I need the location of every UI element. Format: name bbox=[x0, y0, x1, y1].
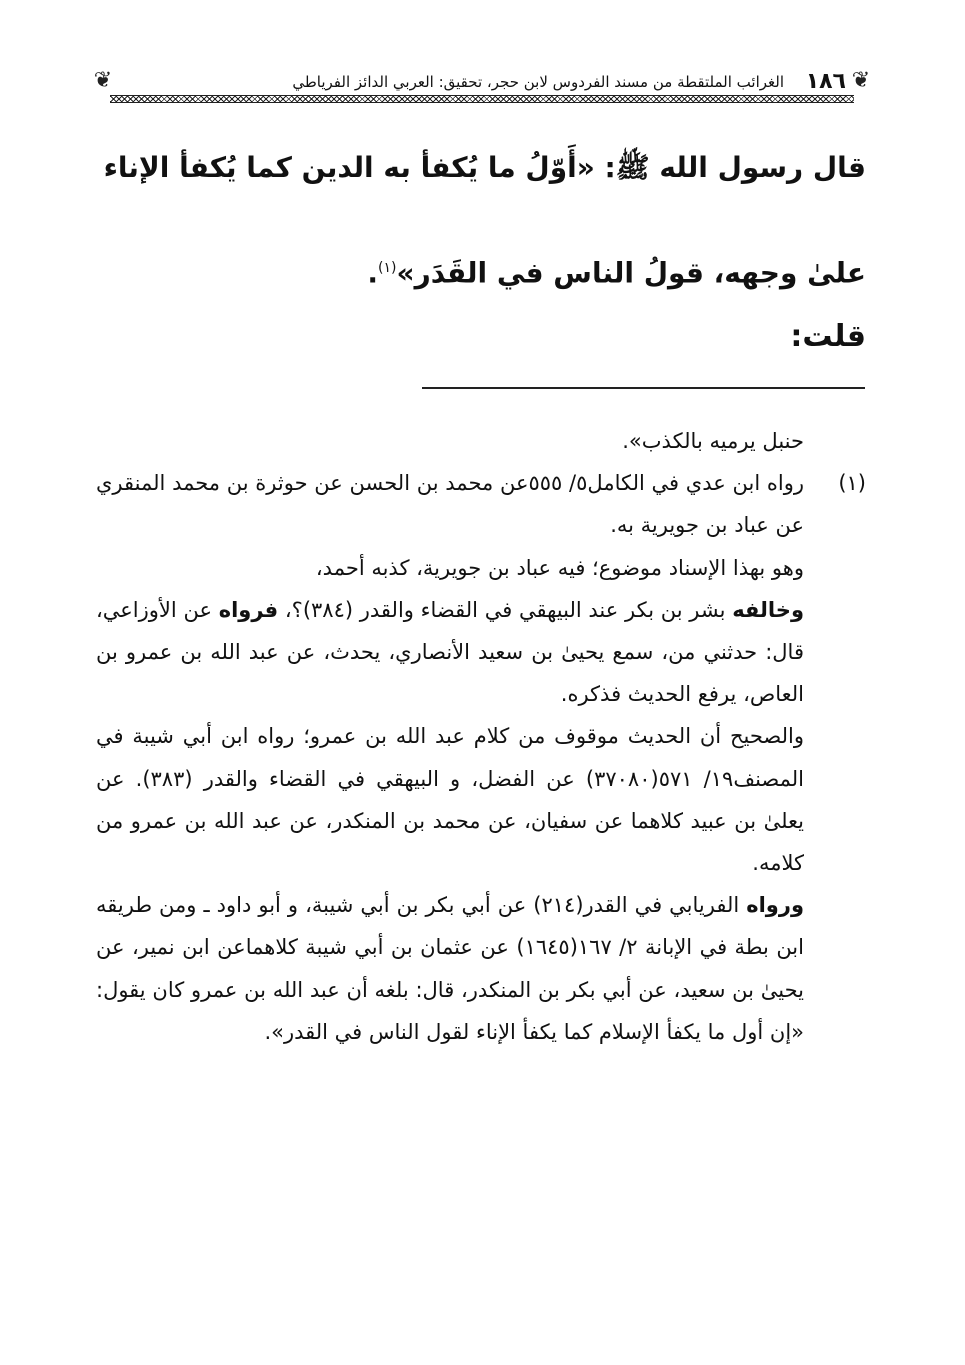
footnote-1 bbox=[96, 462, 866, 546]
bold-mid: فرواه bbox=[218, 597, 279, 622]
ornament-right-icon: ❦ bbox=[851, 68, 871, 93]
paragraph-3-text: بشر بن بكر عند البيهقي في القضاء والقدر (٣٨٤)؟، bbox=[278, 597, 733, 622]
ornament-left-icon: ❦ bbox=[93, 68, 113, 93]
running-header bbox=[93, 66, 871, 106]
hadith-end: . bbox=[367, 256, 379, 290]
hadith-body: قال رسول الله ﷺ: «أَوّلُ ما يُكفأ به الدين كما يُكفأ الإناء علىٰ وجهه، قولُ الناس في القَدَر» bbox=[103, 151, 866, 290]
hadith-text bbox=[96, 118, 866, 323]
footnotes bbox=[96, 420, 866, 1053]
running-title: الغرائب الملتقطة من مسند الفردوس لابن حجر، تحقيق: العربي الدائز الفرياطي bbox=[292, 73, 784, 91]
paragraph-5-text: الفريابي في القدر(٢١٤) عن أبي بكر بن أبي شيبة، و أبو داود ـ ومن طريقه ابن بطة في الإبانة ٢/ ١٦٧(١٦٤٥) عن عثمان بن أبي شيبة كلاهماعن ابن نمير، عن يحيىٰ بن سعيد، عن أبي بكر بن المنكدر، قال: بلغه أن عبد الله بن عمرو كان يقول: «إن أول ما يكفأ الإسلام كما يكفأ الإناء لقول الناس في القدر». bbox=[96, 893, 804, 1044]
footnote-ref[interactable]: (١) bbox=[378, 260, 397, 276]
footnote-1-paragraph-2: وهو بهذا الإسناد موضوع؛ فيه عباد بن جويرية، كذبه أحمد، bbox=[315, 555, 804, 580]
bold-lead: وخالفه bbox=[732, 597, 804, 622]
footnote-1-paragraph-4: والصحيح أن الحديث موقوف من كلام عبد الله بن عمرو؛ رواه ابن أبي شيبة في المصنف١٩/ ٥٧١(٣٧٠٨٠) عن الفضل، و البيهقي في القضاء والقدر (٣٨٣). عن يعلىٰ بن عبيد كلاهما عن سفيان، عن محمد بن المنكدر، عن عبد الله بن عمرو من كلامه. bbox=[96, 724, 804, 876]
footnote-1-number: (١) bbox=[838, 471, 866, 496]
bold-lead-2: ورواه bbox=[746, 893, 804, 918]
footnote-1-paragraph-3 bbox=[96, 589, 866, 716]
page-number: ١٨٦ bbox=[805, 69, 846, 94]
footnote-1-paragraph-5 bbox=[96, 884, 866, 1053]
footnote-continuation: حنبل يرميه بالكذب». bbox=[622, 429, 804, 453]
header-border bbox=[110, 95, 854, 103]
paragraph-3-rest: عن الأوزاعي، قال: حدثني من، سمع يحيىٰ بن سعيد الأنصاري، يحدث، عن عبد الله بن عمرو بن العاص، يرفع الحديث فذكره. bbox=[96, 597, 804, 707]
footnote-1-paragraph-1: رواه ابن عدي في الكامل٥/ ٥٥٥عن محمد بن الحسن عن حوثرة بن محمد المنقري عن عباد بن جويرية به. bbox=[96, 471, 804, 538]
footnote-divider bbox=[422, 387, 865, 389]
qult-heading: قلت: bbox=[790, 319, 866, 354]
